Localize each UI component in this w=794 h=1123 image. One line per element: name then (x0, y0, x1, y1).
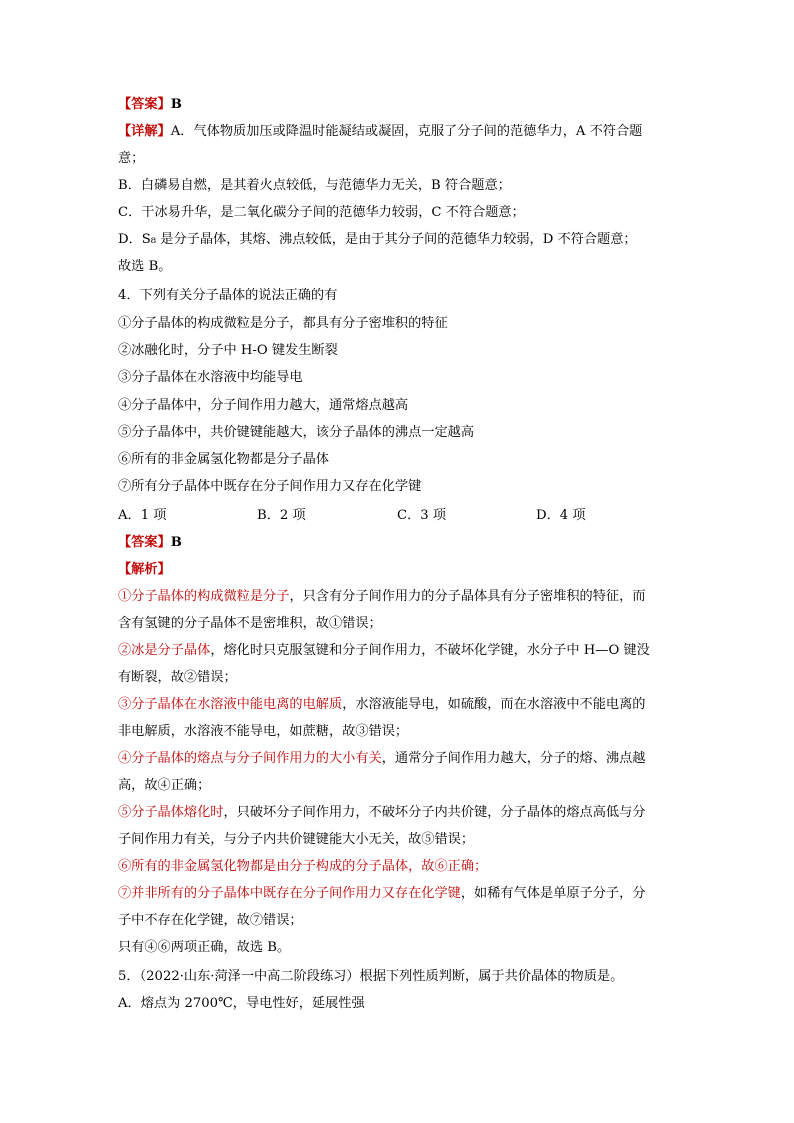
analysis-line-5 (118, 696, 678, 714)
q4-answer (118, 534, 678, 552)
q4-item-4: ④分子晶体中，分子间作用力越大，通常熔点越高 (118, 398, 409, 413)
analysis-text: ，水溶液能导电，如硫酸，而在水溶液中不能电离的 (342, 697, 646, 712)
analysis-line-8 (118, 777, 678, 795)
analysis-line-11 (118, 858, 678, 876)
analysis-line-7 (118, 750, 678, 768)
analysis-text: 子中不存在化学键，故⑦错误； (118, 913, 303, 928)
q4-stem: 4．下列有关分子晶体的说法正确的有 (118, 288, 338, 303)
analysis-highlight: ⑥所有的非金属氢化物都是由分子构成的分子晶体，故⑥正确； (118, 859, 488, 874)
analysis-highlight: ⑦并非所有的分子晶体中既存在分子间作用力又存在化学键 (118, 886, 461, 901)
answer-value: B (170, 535, 182, 550)
analysis-text: ，通常分子间作用力越大，分子的熔、沸点越 (381, 751, 646, 766)
analysis-text: 含有氢键的分子晶体不是密堆积，故①错误； (118, 616, 382, 631)
q3-detail-line-3: B．白磷易自燃，是其着火点较低，与范德华力无关，B 符合题意； (118, 178, 511, 193)
analysis-text: 子间作用力有关，与分子内共价键键能大小无关，故⑤错误； (118, 832, 475, 847)
detail-text: A．气体物质加压或降温时能凝结或凝固，克服了分子间的范德华力，A 不符合题 (170, 124, 643, 139)
option-b: B．2 项 (257, 508, 306, 523)
analysis-line-6 (118, 723, 678, 741)
q4-item-3: ③分子晶体在水溶液中均能导电 (118, 370, 303, 385)
analysis-tag: 【解析】 (118, 562, 171, 577)
analysis-text: ，只含有分子间作用力的分子晶体具有分子密堆积的特征，而 (289, 589, 646, 604)
analysis-text: ，只破坏分子间作用力，不破坏分子内共价键，分子晶体的熔点高低与分 (223, 805, 646, 820)
answer-tag: 【答案】 (118, 97, 171, 112)
q5-stem: 5．（2022·山东·菏泽一中高二阶段练习）根据下列性质判断，属于共价晶体的物质是。 (118, 969, 624, 984)
analysis-line-12 (118, 885, 678, 903)
analysis-line-9 (118, 804, 678, 822)
analysis-line-2 (118, 615, 678, 633)
analysis-line-1 (118, 588, 678, 606)
answer-value: B (170, 97, 182, 112)
q3-detail-line-1 (118, 123, 678, 141)
analysis-highlight: ④分子晶体的熔点与分子间作用力的大小有关 (118, 751, 382, 766)
analysis-text: 高，故④正确； (118, 778, 211, 793)
analysis-text: 有断裂，故②错误； (118, 670, 237, 685)
q4-item-7: ⑦所有分子晶体中既存在分子间作用力又存在化学键 (118, 479, 422, 494)
q4-item-6: ⑥所有的非金属氢化物都是分子晶体 (118, 452, 329, 467)
option-d: D．4 项 (536, 508, 586, 523)
analysis-line-13 (118, 912, 678, 930)
analysis-highlight: ③分子晶体在水溶液中能电离的电解质 (118, 697, 343, 712)
option-c: C．3 项 (397, 508, 447, 523)
q3-detail-line-2: 意； (118, 151, 145, 166)
analysis-text: ，熔化时只克服氢键和分子间作用力，不破坏化学键，水分子中 H—O 键没 (210, 643, 650, 658)
analysis-highlight: ②冰是分子晶体 (118, 643, 211, 658)
option-a: A．1 项 (118, 508, 167, 523)
answer-tag: 【答案】 (118, 535, 171, 550)
q4-item-5: ⑤分子晶体中，共价键键能越大，该分子晶体的沸点一定越高 (118, 425, 475, 440)
analysis-highlight: ①分子晶体的构成微粒是分子 (118, 589, 290, 604)
analysis-line-4 (118, 669, 678, 687)
q3-detail-line-4: C．干冰易升华，是二氧化碳分子间的范德华力较弱，C 不符合题意； (118, 205, 525, 220)
q3-answer (118, 96, 678, 114)
analysis-text: ，如稀有气体是单原子分子，分 (460, 886, 646, 901)
q4-item-1: ①分子晶体的构成微粒是分子，都具有分子密堆积的特征 (118, 316, 448, 331)
analysis-text: 非电解质，水溶液不能导电，如蔗糖，故③错误； (118, 724, 409, 739)
analysis-text: 只有④⑥两项正确，故选 B。 (118, 940, 291, 955)
q3-detail-line-6: 故选 B。 (118, 259, 172, 274)
analysis-line-14 (118, 939, 678, 957)
analysis-highlight: ⑤分子晶体熔化时 (118, 805, 224, 820)
q4-item-2: ②冰融化时，分子中 H-O 键发生断裂 (118, 343, 338, 358)
analysis-line-10 (118, 831, 678, 849)
analysis-line-3 (118, 642, 678, 660)
detail-tag: 【详解】 (118, 124, 171, 139)
q3-detail-line-5: D．S₈ 是分子晶体，其熔、沸点较低，是由于其分子间的范德华力较弱，D 不符合题意； (118, 232, 637, 247)
q5-option-a: A．熔点为 2700℃，导电性好，延展性强 (118, 996, 365, 1011)
q4-analysis-tag (118, 561, 678, 579)
